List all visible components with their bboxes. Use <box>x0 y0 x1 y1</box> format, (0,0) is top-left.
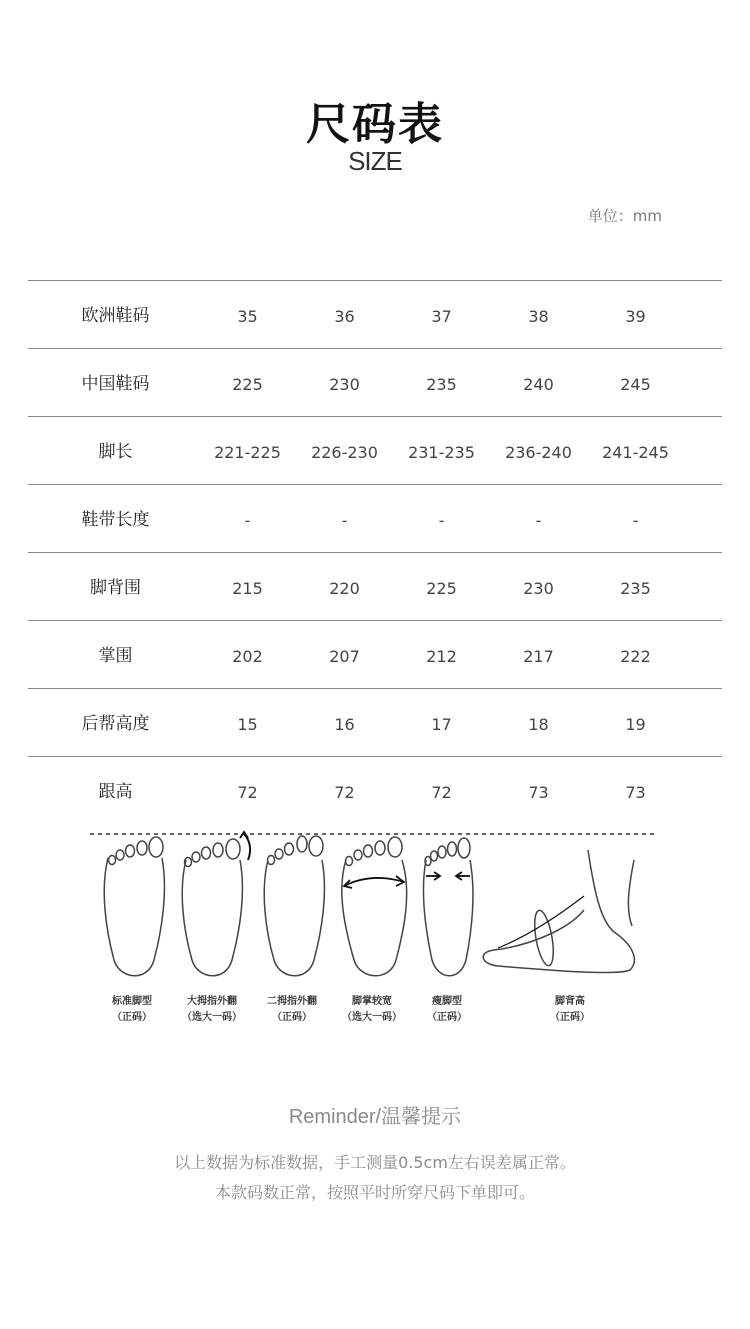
table-cell: 236-240 <box>505 443 572 462</box>
row-label: 脚背围 <box>90 578 141 598</box>
reminder-title: Reminder/温馨提示 <box>288 1106 462 1128</box>
table-cell: 225 <box>426 579 457 598</box>
table-cell: 72 <box>237 783 258 802</box>
table-row <box>28 348 722 416</box>
table-cell: 215 <box>232 579 263 598</box>
table-cell: 72 <box>431 783 452 802</box>
table-cell: - <box>244 511 251 530</box>
table-cell: 240 <box>523 375 554 394</box>
table-row <box>28 280 722 348</box>
table-row <box>28 688 722 756</box>
table-cell: 221-225 <box>214 443 281 462</box>
table-cell: - <box>535 511 542 530</box>
page-subtitle: SIZE <box>348 146 402 176</box>
second-toe-foot-icon <box>264 836 324 976</box>
table-cell: 17 <box>431 715 452 734</box>
foot-label-big-toe: 大拇指外翻 （选大一码） <box>182 996 242 1023</box>
reminder-line-1: 以上数据为标准数据，手工测量0.5cm左右误差属正常。 <box>174 1153 576 1172</box>
table-cell: 241-245 <box>602 443 669 462</box>
foot-label-standard: 标准脚型 （正码） <box>112 996 152 1023</box>
table-cell: 217 <box>523 647 554 666</box>
row-label: 鞋带长度 <box>81 510 150 530</box>
table-cell: 222 <box>620 647 651 666</box>
table-cell: 212 <box>426 647 457 666</box>
row-label: 掌围 <box>98 646 133 666</box>
table-row <box>28 416 722 484</box>
foot-label-high-instep: 脚背高 （正码） <box>550 996 590 1023</box>
slim-foot-icon <box>424 838 473 976</box>
table-cell: 235 <box>426 375 457 394</box>
table-row <box>28 552 722 620</box>
table-cell: 15 <box>237 715 258 734</box>
table-cell: 225 <box>232 375 263 394</box>
table-cell: 72 <box>334 783 355 802</box>
table-cell: 220 <box>329 579 360 598</box>
table-cell: 230 <box>329 375 360 394</box>
table-cell: 245 <box>620 375 651 394</box>
row-label: 脚长 <box>98 442 133 462</box>
size-table <box>28 280 722 824</box>
table-cell: 73 <box>625 783 646 802</box>
table-cell: 36 <box>334 307 355 326</box>
table-cell: 16 <box>334 715 355 734</box>
table-cell: - <box>632 511 639 530</box>
table-row <box>28 484 722 552</box>
table-cell: 207 <box>329 647 360 666</box>
foot-label-wide: 脚掌较宽 （选大一码） <box>342 996 402 1023</box>
row-label: 欧洲鞋码 <box>81 306 150 326</box>
page-title: 尺码表 <box>306 99 444 150</box>
table-cell: 231-235 <box>408 443 475 462</box>
high-instep-foot-icon <box>483 850 634 973</box>
table-cell: 226-230 <box>311 443 378 462</box>
table-cell: - <box>438 511 445 530</box>
table-cell: 19 <box>625 715 646 734</box>
foot-illustration-svg <box>28 820 722 990</box>
table-cell: 230 <box>523 579 554 598</box>
unit-label: 单位：mm <box>587 207 662 225</box>
table-cell: 202 <box>232 647 263 666</box>
table-cell: 35 <box>237 307 258 326</box>
table-cell: 39 <box>625 307 646 326</box>
table-cell: - <box>341 511 348 530</box>
table-cell: 235 <box>620 579 651 598</box>
table-cell: 37 <box>431 307 452 326</box>
foot-label-second-toe: 二拇指外翻 （正码） <box>267 996 317 1023</box>
row-label: 跟高 <box>98 782 133 802</box>
foot-label-slim: 瘦脚型 （正码） <box>427 996 467 1023</box>
standard-foot-icon <box>104 837 164 976</box>
row-label: 中国鞋码 <box>81 374 150 394</box>
reminder-line-2: 本款码数正常，按照平时所穿尺码下单即可。 <box>214 1183 535 1202</box>
table-cell: 18 <box>528 715 549 734</box>
foot-type-illustrations <box>28 820 722 1040</box>
row-label: 后帮高度 <box>81 714 150 734</box>
table-cell: 38 <box>528 307 549 326</box>
wide-foot-icon <box>342 837 407 976</box>
table-cell: 73 <box>528 783 549 802</box>
table-row <box>28 620 722 688</box>
table-row <box>28 756 722 824</box>
big-toe-valgus-foot-icon <box>182 832 250 976</box>
